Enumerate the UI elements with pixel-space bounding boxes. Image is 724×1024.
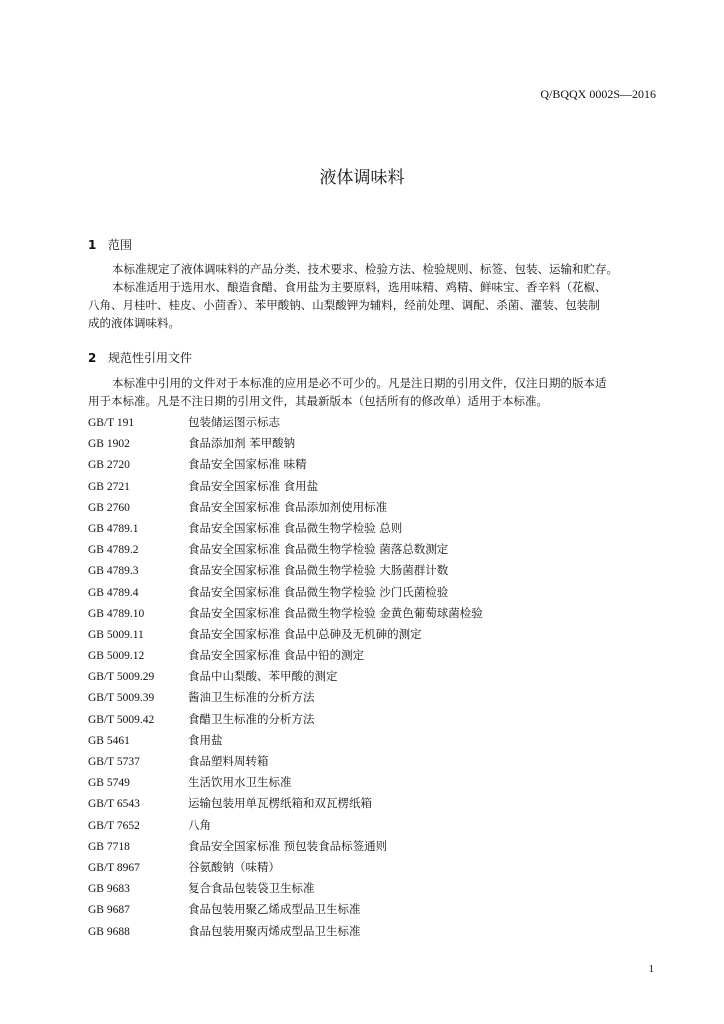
reference-code: GB/T 5009.42 (88, 713, 155, 726)
reference-code: GB 4789.3 (88, 565, 139, 578)
section-title: 范围 (108, 238, 133, 252)
reference-code: GB 2721 (88, 480, 130, 493)
reference-item (88, 498, 658, 519)
reference-code: GB/T 5737 (88, 756, 140, 768)
reference-item (88, 604, 658, 625)
reference-code: GB 4789.10 (88, 607, 145, 620)
reference-code: GB/T 191 (88, 417, 135, 429)
reference-code: GB 5009.12 (88, 650, 145, 663)
reference-item (88, 625, 658, 646)
scope-para2-line: 本标准适用于选用水、酿造食醋、食用盐为主要原料，选用味精、鸡精、鲜味宝、香辛料（花椒、 (112, 280, 607, 294)
reference-title: 食品安全国家标准 预包装食品标签通则 (188, 838, 388, 853)
scope-para2-line: 八角、月桂叶、桂皮、小茴香）、苯甲酸钠、山梨酸钾为辅料，经前处理、调配、杀菌、灌装、包装制 (88, 298, 600, 312)
reference-title: 食品安全国家标准 食品微生物学检验 大肠菌群计数 (188, 563, 449, 578)
reference-title: 包装储运图示标志 (188, 415, 280, 429)
reference-item (88, 794, 658, 815)
reference-item (88, 519, 658, 540)
reference-code: GB 1902 (88, 438, 130, 451)
reference-item (88, 540, 658, 561)
reference-code: GB/T 5009.29 (88, 671, 155, 684)
section-title: 规范性引用文件 (108, 351, 193, 365)
reference-title: 食品中山梨酸、苯甲酸的测定 (188, 669, 338, 684)
reference-code: GB/T 6543 (88, 798, 140, 811)
reference-item (88, 646, 658, 667)
reference-item (88, 413, 658, 434)
references-intro-line: 本标准中引用的文件对于本标准的应用是必不可少的。凡是注日期的引用文件，仅注日期的版本适 (112, 376, 607, 390)
reference-code: GB 4789.1 (88, 522, 139, 535)
reference-item (88, 879, 658, 900)
reference-title: 食品安全国家标准 食品微生物学检验 总则 (188, 520, 403, 535)
scope-paragraph (88, 260, 658, 332)
reference-title: 食品包装用聚丙烯成型品卫生标准 (188, 923, 361, 938)
reference-item (88, 583, 658, 604)
page-number: 1 (648, 963, 654, 975)
reference-code: GB 2720 (88, 459, 130, 472)
reference-item (88, 455, 658, 476)
reference-title: 酱油卫生标准的分析方法 (188, 690, 315, 705)
section-number: 1 (88, 238, 97, 252)
reference-code: GB 4789.2 (88, 544, 139, 557)
reference-title: 食品安全国家标准 食品中铅的测定 (188, 648, 365, 663)
reference-item (88, 922, 658, 943)
section-heading-scope (88, 236, 132, 253)
reference-code: GB 9687 (88, 904, 130, 917)
reference-title: 食品安全国家标准 食品中总砷及无机砷的测定 (188, 626, 422, 641)
reference-title: 食品安全国家标准 食品微生物学检验 沙门氏菌检验 (188, 584, 449, 599)
reference-item (88, 477, 658, 498)
reference-item (88, 837, 658, 858)
reference-title: 八角 (188, 817, 211, 832)
reference-item (88, 731, 658, 752)
references-intro-paragraph (88, 374, 658, 410)
reference-code: GB 7718 (88, 840, 130, 853)
reference-title: 食品安全国家标准 食品微生物学检验 菌落总数测定 (188, 542, 449, 557)
reference-item (88, 434, 658, 455)
reference-title: 食品安全国家标准 味精 (188, 457, 307, 472)
reference-code: GB 5461 (88, 734, 130, 747)
reference-item (88, 710, 658, 731)
document-code: Q/BQQX 0002S—2016 (540, 87, 656, 101)
reference-code: GB/T 8967 (88, 861, 140, 874)
section-heading-normative-references (88, 349, 192, 366)
reference-title: 食品塑料周转箱 (188, 754, 269, 768)
reference-title: 食醋卫生标准的分析方法 (188, 711, 315, 726)
reference-code: GB 5749 (88, 777, 130, 790)
scope-para1-line: 本标准规定了液体调味料的产品分类、技术要求、检验方法、检验规则、标签、包装、运输和贮存。 (112, 262, 618, 276)
page-title: 液体调味料 (319, 168, 405, 188)
references-intro-line: 用于本标准。凡是不注日期的引用文件，其最新版本（包括所有的修改单）适用于本标准。 (88, 394, 548, 408)
reference-list (88, 413, 658, 943)
reference-code: GB 9683 (88, 883, 130, 896)
reference-title: 运输包装用单瓦楞纸箱和双瓦楞纸箱 (188, 796, 372, 811)
reference-item (88, 667, 658, 688)
reference-title: 食品安全国家标准 食品微生物学检验 金黄色葡萄球菌检验 (188, 605, 483, 620)
reference-item (88, 752, 658, 773)
reference-title: 复合食品包装袋卫生标准 (188, 881, 315, 896)
reference-code: GB 9688 (88, 925, 130, 938)
reference-title: 谷氨酸钠（味精） (188, 859, 280, 874)
reference-item (88, 773, 658, 794)
reference-item (88, 858, 658, 879)
reference-code: GB 5009.11 (88, 628, 144, 641)
reference-item (88, 900, 658, 921)
reference-title: 食品安全国家标准 食品添加剂使用标准 (188, 499, 388, 514)
reference-item (88, 816, 658, 837)
scope-para2-line: 成的液体调味料。 (88, 316, 180, 330)
reference-title: 食品安全国家标准 食用盐 (188, 478, 319, 493)
reference-title: 食品添加剂 苯甲酸钠 (188, 436, 296, 451)
reference-code: GB 2760 (88, 501, 130, 514)
reference-item (88, 561, 658, 582)
reference-title: 生活饮用水卫生标准 (188, 775, 292, 790)
reference-item (88, 688, 658, 709)
reference-title: 食用盐 (188, 732, 223, 747)
section-number: 2 (88, 351, 97, 365)
reference-title: 食品包装用聚乙烯成型品卫生标准 (188, 902, 361, 917)
reference-code: GB/T 7652 (88, 819, 140, 832)
reference-code: GB 4789.4 (88, 586, 139, 599)
reference-code: GB/T 5009.39 (88, 692, 155, 705)
